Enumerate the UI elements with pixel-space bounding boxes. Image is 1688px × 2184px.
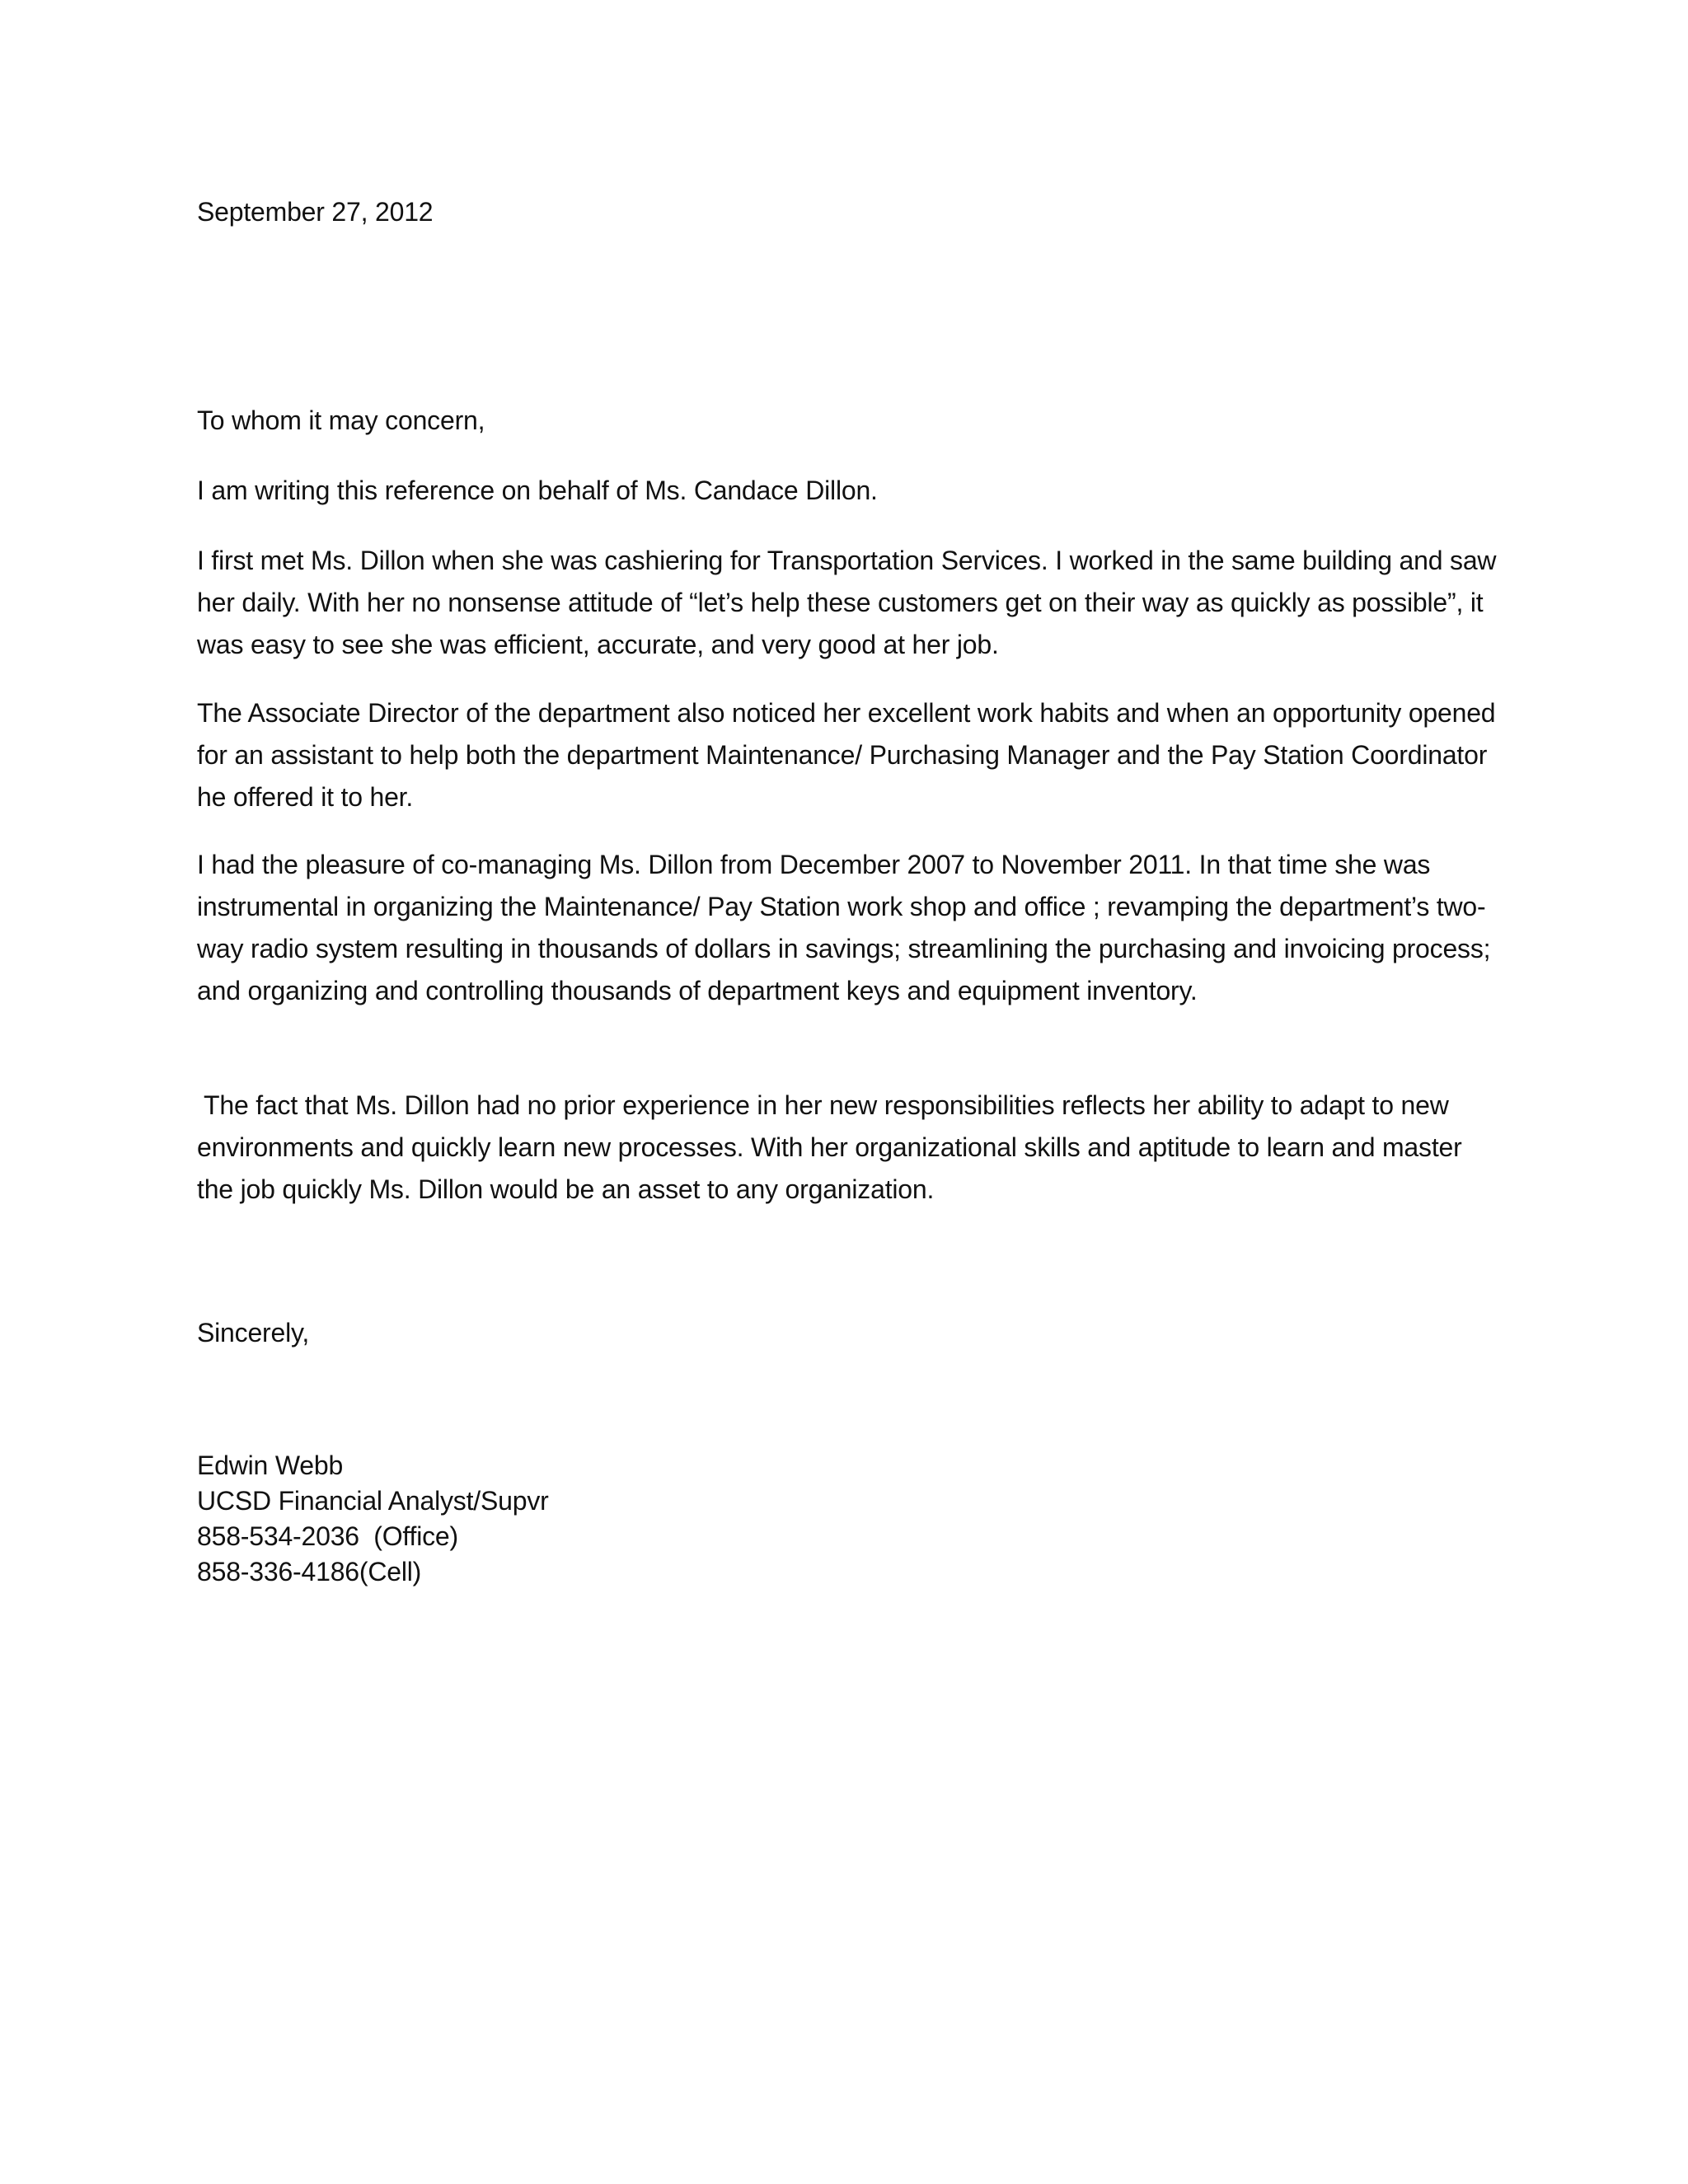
signer-title: UCSD Financial Analyst/Supvr bbox=[197, 1486, 549, 1516]
paragraph-first-meeting: I first met Ms. Dillon when she was cashiering for Transportation Services. I worked in the same building and saw her daily. With her no nonsense attitude of “let’s help these customers get on their way as quickly as possible”, it was easy to see she was efficient, accurate, and very good at her job. bbox=[197, 546, 1497, 659]
paragraph-promotion: The Associate Director of the department also noticed her excellent work habits and when an opportunity opened for an assistant to help both the department Maintenance/ Purchasing Manager and the Pay Station Coordinator he offered it to her. bbox=[197, 698, 1496, 812]
paragraph-recommendation: The fact that Ms. Dillon had no prior experience in her new responsibilities reflects her ability to adapt to new environments and quickly learn new processes. With her organizational skills and aptitude to learn and master the job quickly Ms. Dillon would be an asset to any organization. bbox=[197, 1090, 1462, 1204]
cell-phone: 858-336-4186(Cell) bbox=[197, 1557, 422, 1586]
paragraph-accomplishments: I had the pleasure of co-managing Ms. Dillon from December 2007 to November 2011. In that time she was instrumental in organizing the Maintenance/ Pay Station work shop and office ; revamping the department’s two-way radio system resulting in thousands of dollars in savings; streamlining the purchasing and invoicing process; and organizing and controlling thousands of department keys and equipment inventory. bbox=[197, 850, 1491, 1005]
intro-paragraph: I am writing this reference on behalf of Ms. Candace Dillon. bbox=[197, 476, 878, 505]
signature-block bbox=[197, 1448, 939, 1590]
office-phone: 858-534-2036 (Office) bbox=[197, 1521, 458, 1551]
letter-date: September 27, 2012 bbox=[197, 197, 434, 227]
salutation: To whom it may concern, bbox=[197, 405, 485, 435]
signer-name: Edwin Webb bbox=[197, 1451, 344, 1480]
closing: Sincerely, bbox=[197, 1318, 310, 1347]
